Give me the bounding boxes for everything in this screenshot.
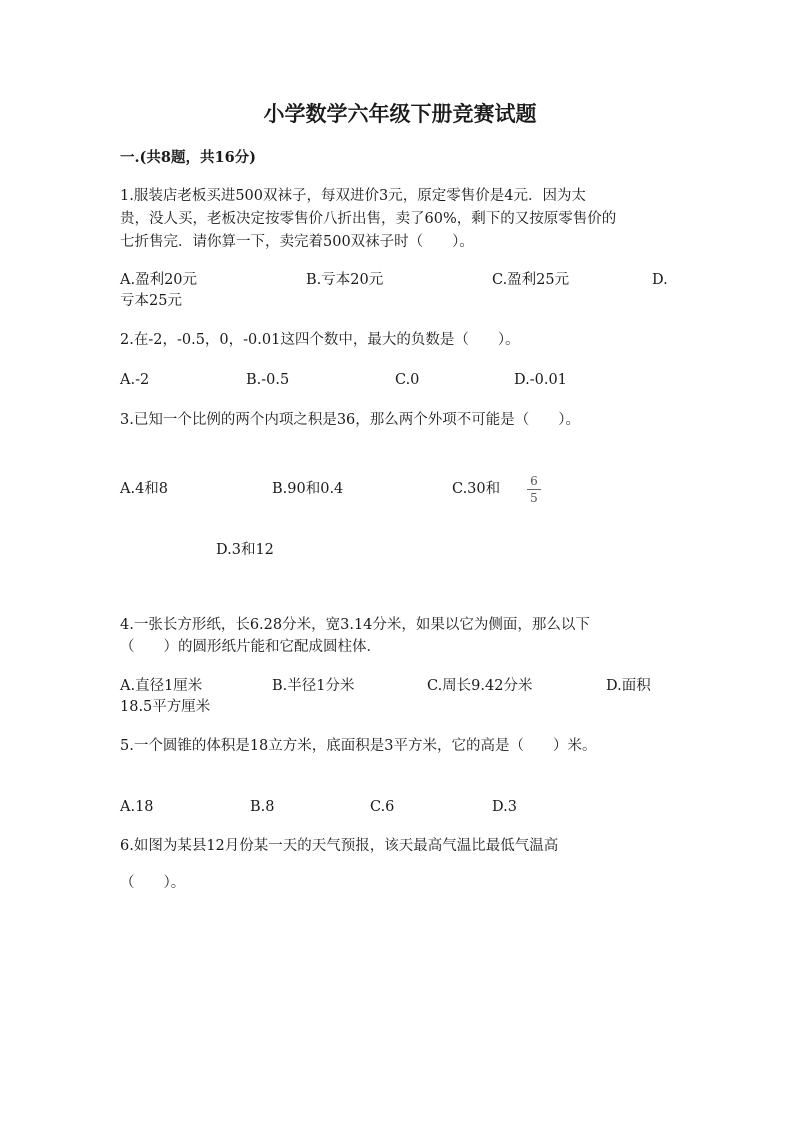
option-b: B.半径1分米 <box>272 678 355 694</box>
option-c: C.盈利25元 <box>492 272 570 288</box>
page-title: 小学数学六年级下册竞赛试题 <box>263 101 537 126</box>
question-text-line: 七折售完．请你算一下，卖完着500双袜子时（ ）。 <box>120 234 474 250</box>
option-d-rest: 18.5平方厘米 <box>120 699 211 715</box>
question-text-line: 3.已知一个比例的两个内项之积是36，那么两个外项不可能是（ ）。 <box>120 412 581 428</box>
fraction-bar <box>527 489 541 490</box>
option-b: B.亏本20元 <box>306 272 384 288</box>
option-a: A.-2 <box>120 372 150 388</box>
option-d-prefix: D. <box>652 272 668 288</box>
option-c: C.周长9.42分米 <box>427 678 533 694</box>
option-d-prefix: D.面积 <box>606 678 651 694</box>
option-b: B.90和0.4 <box>272 481 344 497</box>
option-a: A.盈利20元 <box>120 272 198 288</box>
option-a: A.4和8 <box>120 481 169 497</box>
question-text-line: 4.一张长方形纸，长6.28分米，宽3.14分米，如果以它为侧面，那么以下 <box>120 617 590 633</box>
option-c: C.0 <box>395 372 420 388</box>
fraction-denominator: 5 <box>530 491 538 505</box>
section-heading: 一.(共8题，共16分) <box>120 149 257 166</box>
question-text-line: 5.一个圆锥的体积是18立方米，底面积是3平方米，它的高是（ ）米。 <box>120 738 597 754</box>
option-a: A.直径1厘米 <box>120 678 203 694</box>
question-text-line: （ ）的圆形纸片能和它配成圆柱体． <box>120 639 381 655</box>
option-c: C.6 <box>370 799 395 815</box>
question-text-line: （ ）。 <box>120 875 186 891</box>
option-c: C.30和 <box>452 481 501 497</box>
option-b: B.-0.5 <box>246 372 290 388</box>
question-text-line: 贵，没人买，老板决定按零售价八折出售，卖了60%，剩下的又按原零售价的 <box>120 211 617 227</box>
option-d: D.3和12 <box>216 542 274 558</box>
option-b: B.8 <box>250 799 275 815</box>
question-text-line: 2.在-2，-0.5，0，-0.01这四个数中，最大的负数是（ ）。 <box>120 332 520 348</box>
fraction-six-fifths <box>527 474 541 505</box>
option-d: D.-0.01 <box>514 372 567 388</box>
option-d-rest: 亏本25元 <box>120 293 182 309</box>
fraction-numerator: 6 <box>530 474 538 488</box>
option-d: D.3 <box>492 799 517 815</box>
option-a: A.18 <box>120 799 154 815</box>
question-text-line: 6.如图为某县12月份某一天的天气预报，该天最高气温比最低气温高 <box>120 838 559 854</box>
question-text-line: 1.服装店老板买进500双袜子，每双进价3元，原定零售价是4元．因为太 <box>120 188 586 204</box>
